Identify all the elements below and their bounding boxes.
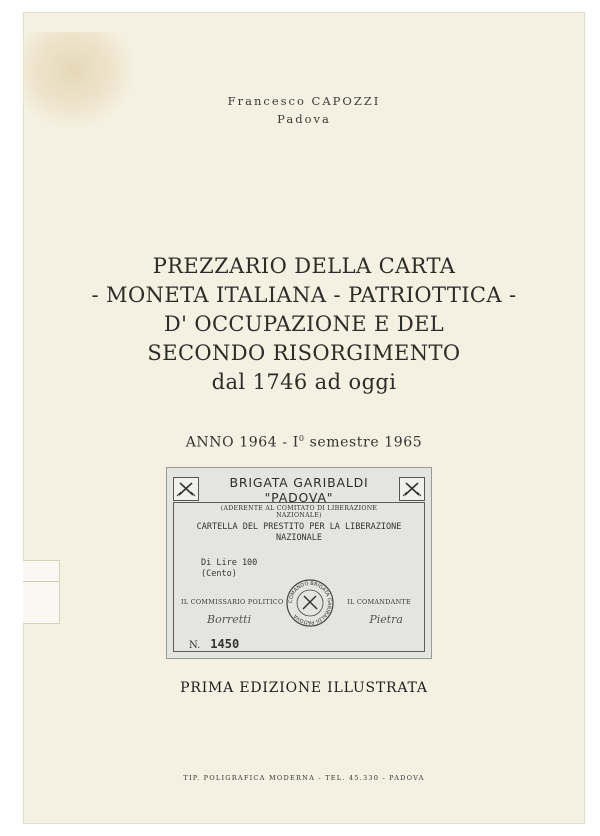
banknote-title: BRIGATA GARIBALDI "PADOVA" <box>229 475 369 505</box>
author-name: Francesco CAPOZZI <box>227 94 381 108</box>
svg-text:COMANDO BRIGATA GARIBALDI PADO: COMANDO BRIGATA GARIBALDI PADOVA <box>287 580 333 626</box>
crossed-swords-icon <box>173 477 199 501</box>
banknote-amount <box>201 558 257 580</box>
book-subtitle <box>23 434 585 451</box>
commissar-signature: Borretti <box>207 613 252 626</box>
banknote-subtitle: (ADERENTE AL COMITATO DI LIBERAZIONE NAZIONALE) <box>220 505 378 519</box>
title-line: - MONETA ITALIANA - PATRIOTTICA - <box>91 283 517 307</box>
title-line: dal 1746 ad oggi <box>211 370 397 394</box>
banknote-number <box>189 637 239 651</box>
title-line: D' OCCUPAZIONE E DEL <box>163 312 445 336</box>
amount-line: Di Lire 100 <box>201 558 258 568</box>
commander-signature: Pietra <box>369 613 403 626</box>
subtitle-rest: semestre 1965 <box>304 434 423 451</box>
library-sticker <box>23 560 60 624</box>
number-label: N. <box>189 640 201 651</box>
brigade-stamp-icon <box>285 578 335 628</box>
banknote-illustration <box>166 467 432 659</box>
author-block <box>23 92 585 128</box>
banknote-loan-text <box>167 522 431 544</box>
subtitle-sup: 0 <box>298 434 305 443</box>
loan-line: CARTELLA DEL PRESTITO PER LA LIBERAZIONE <box>196 522 402 532</box>
commissar-label: IL COMMISSARIO POLITICO <box>181 598 284 606</box>
crossed-swords-icon <box>399 477 425 501</box>
number-value: 1450 <box>210 637 240 651</box>
subtitle-main: ANNO 1964 - I <box>185 434 299 451</box>
author-city: Padova <box>277 112 331 126</box>
book-cover <box>23 12 585 824</box>
printer-imprint: TIP. POLIGRAFICA MODERNA - TEL. 45.330 - PADOVA <box>183 774 425 782</box>
amount-line: (Cento) <box>201 569 237 579</box>
commander-label: IL COMANDANTE <box>347 598 411 606</box>
title-line: SECONDO RISORGIMENTO <box>147 341 461 365</box>
title-line: PREZZARIO DELLA CARTA <box>152 254 456 278</box>
loan-line: NAZIONALE <box>275 533 323 543</box>
book-title <box>23 252 585 397</box>
edition-label: PRIMA EDIZIONE ILLUSTRATA <box>180 680 428 696</box>
